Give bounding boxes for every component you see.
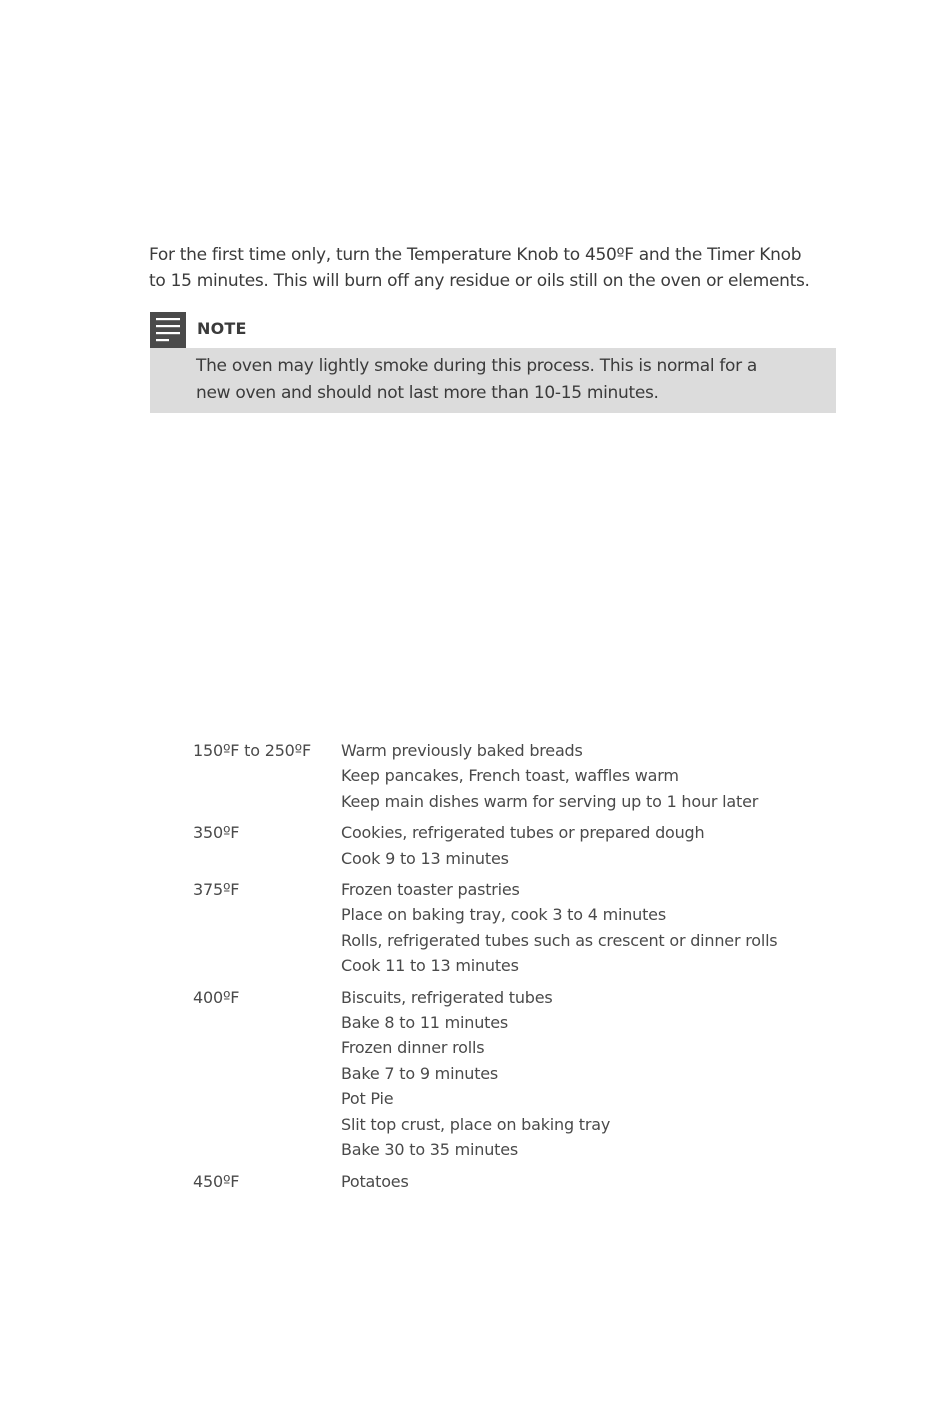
note-box (150, 312, 836, 413)
cooking-guide-row (193, 1169, 833, 1194)
note-line: The oven may lightly smoke during this process. This is normal for a (196, 356, 758, 376)
instruction-line: Keep main dishes warm for serving up to 1 hour later (341, 791, 759, 811)
intro-paragraph (149, 242, 849, 294)
instruction-line: Frozen toaster pastries (341, 880, 520, 900)
instruction-line: Biscuits, refrigerated tubes (341, 987, 553, 1007)
instruction-line: Slit top crust, place on baking tray (341, 1114, 611, 1134)
cooking-instructions (341, 738, 833, 814)
intro-line: For the first time only, turn the Temperature Knob to 450ºF and the Timer Knob (149, 245, 802, 265)
cooking-guide-row (193, 738, 833, 814)
temperature-label: 400ºF (193, 987, 240, 1007)
instruction-line: Bake 8 to 11 minutes (341, 1013, 509, 1033)
cooking-guide-table (193, 738, 833, 1200)
cooking-guide-row (193, 820, 833, 871)
instruction-line: Bake 7 to 9 minutes (341, 1063, 499, 1083)
instruction-line: Pot Pie (341, 1089, 394, 1109)
instruction-line: Cook 11 to 13 minutes (341, 956, 519, 976)
instruction-line: Place on baking tray, cook 3 to 4 minutes (341, 905, 666, 925)
note-line: new oven and should not last more than 10-15 minutes. (196, 383, 659, 403)
instruction-line: Potatoes (341, 1171, 409, 1191)
instruction-line: Cookies, refrigerated tubes or prepared dough (341, 823, 705, 843)
instruction-line: Frozen dinner rolls (341, 1038, 485, 1058)
instruction-line: Cook 9 to 13 minutes (341, 848, 509, 868)
note-lines-icon (150, 312, 186, 348)
instruction-line: Warm previously baked breads (341, 741, 583, 760)
note-header (150, 312, 836, 348)
cooking-instructions (341, 1169, 833, 1194)
temperature-label: 150ºF to 250ºF (193, 741, 311, 760)
temperature-label: 450ºF (193, 1171, 240, 1191)
intro-line: to 15 minutes. This will burn off any residue or oils still on the oven or elements. (149, 271, 810, 291)
cooking-guide-row (193, 985, 833, 1163)
cooking-instructions (341, 985, 833, 1163)
instruction-line: Bake 30 to 35 minutes (341, 1140, 519, 1160)
cooking-instructions (341, 820, 833, 871)
cooking-instructions (341, 877, 833, 979)
instruction-line: Keep pancakes, French toast, waffles warm (341, 766, 679, 786)
cooking-guide-row (193, 877, 833, 979)
note-body (150, 348, 836, 413)
temperature-label: 375ºF (193, 880, 240, 900)
temperature-label: 350ºF (193, 823, 240, 843)
instruction-line: Rolls, refrigerated tubes such as crescent or dinner rolls (341, 930, 778, 950)
note-title: NOTE (197, 319, 247, 338)
